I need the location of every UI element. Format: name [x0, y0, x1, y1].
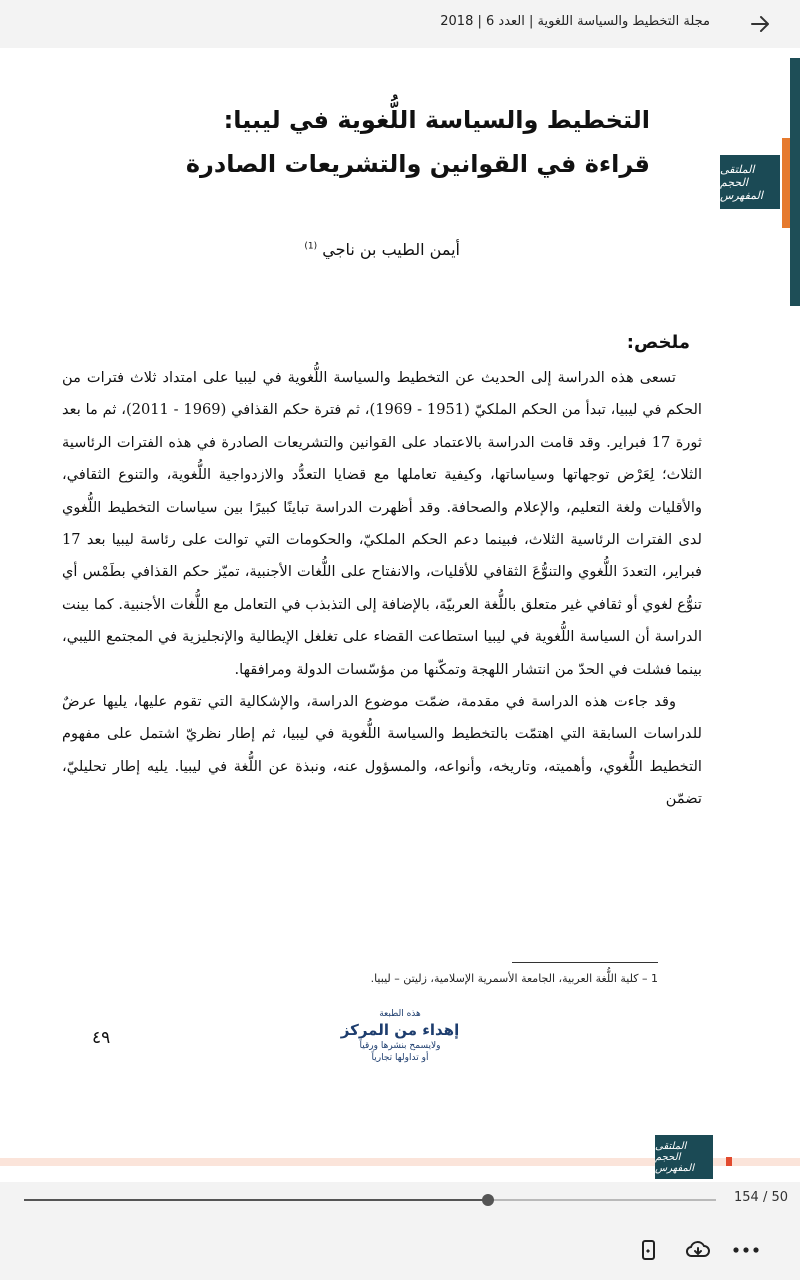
- abstract-body: [62, 362, 702, 816]
- title-line-2: قراءة في القوانين والتشريعات الصادرة: [185, 150, 650, 178]
- decorative-accent-bar: [782, 138, 790, 228]
- stamp-line-1: هذه الطبعة: [379, 1009, 421, 1019]
- footer-logo: الملتقى الحجم المفهرس: [655, 1135, 713, 1179]
- author-footnote-marker: (1): [304, 241, 318, 252]
- page-number: ٤٩: [92, 1028, 111, 1048]
- abstract-paragraph-2: وقد جاءت هذه الدراسة في مقدمة، ضمّت موضوع الدراسة، والإشكالية التي تقوم عليها، يليها عرضٌ للدراسات السابقة التي اهتمّت بالتخطيط والسياسة اللُّغوية في ليبيا، ثم إطار نظريّ اشتمل على مفهوم التخطيط اللُّغوي، وأهميته، وتاريخه، وأنواعه، والمسؤول عنه، ونبذة عن اللُّغة في ليبيا. يليه إطار تحليليّ، تضمّن: [62, 693, 702, 808]
- journal-title: مجلة التخطيط والسياسة اللغوية | العدد 6 | 2018: [440, 14, 710, 29]
- phone-rotate-icon[interactable]: [632, 1234, 664, 1266]
- stamp-line-4: أو تداولها تجارياً: [371, 1053, 429, 1063]
- stamp-line-2: إهداء من المركز: [340, 1021, 460, 1039]
- author-name: [304, 240, 460, 259]
- page-slider-thumb[interactable]: [482, 1194, 494, 1206]
- footnote-separator: [512, 962, 658, 963]
- center-logo: الملتقى الحجم المفهرس: [720, 155, 780, 209]
- center-stamp: [340, 1008, 460, 1064]
- footnote: 1 – كلية اللُّغة العربية، الجامعة الأسمرية الإسلامية، زليتن – ليبيا.: [370, 972, 658, 985]
- article-title: [150, 98, 650, 186]
- page-counter: 154 / 50: [734, 1190, 788, 1205]
- more-options-icon[interactable]: [730, 1234, 762, 1266]
- decorative-side-bar: [790, 58, 800, 306]
- footer-stripe-accent: [726, 1157, 732, 1166]
- abstract-heading: ملخص:: [626, 332, 690, 353]
- abstract-paragraph-1: تسعى هذه الدراسة إلى الحديث عن التخطيط والسياسة اللُّغوية في ليبيا على امتداد ثلاث فترات من الحكم في ليبيا، تبدأ من الحكم الملكيّ (1951 - 1969)، ثم فترة حكم القذافي (1969 - 2011)، ثم ما بعد ثورة 17 فبراير. وقد قامت الدراسة بالاعتماد على القوانين والتشريعات الصادرة في هذه الفترات الرئاسية الثلاث؛ لِعَرْض توجهاتها وسياساتها، وكيفية تعاملها مع قضايا التعدُّد والازدواجية اللُّغوية، والتنوع الثقافي، والأقليات ولغة التعليم، والإعلام والصحافة. وقد أظهرت الدراسة تباينًا كبيرًا بين سياسات التخطيط اللُّغوي لدى الفترات الرئاسية الثلاث، فبينما دعم الحكم الملكيّ، والحكومات التي توالت على رئاسة ليبيا بعد 17 فبراير، التعددَ اللُّغوي والتنوُّعَ الثقافي للأقليات، والانفتاح على اللُّغات الأجنبية، تميّز حكم القذافي بطَمْس أي تنوُّع لغوي أو ثقافي غير متعلق باللُّغة العربيّة، بالإضافة إلى التذبذب في التعامل مع اللُّغات الأجنبية. كما بينت الدراسة أن السياسة اللُّغوية في ليبيا استطاعت القضاء على تغلغل الإيطالية والإنجليزية في المجتمع الليبي، بينما فشلت في الحدّ من انتشار اللهجة وتمكّنها من مؤسّسات الدولة ومرافقها.: [62, 369, 702, 678]
- cloud-download-icon[interactable]: [682, 1234, 714, 1266]
- viewer-toolbar: [0, 1182, 800, 1280]
- page-slider-fill: [24, 1199, 488, 1201]
- author-text: أيمن الطيب بن ناجي: [322, 240, 460, 259]
- top-bar: [0, 0, 800, 48]
- arrow-right-icon[interactable]: [744, 8, 776, 40]
- stamp-line-3: ولايسمح بنشرها ورقياً: [359, 1041, 441, 1051]
- title-line-1: التخطيط والسياسة اللُّغوية في ليبيا:: [223, 106, 650, 134]
